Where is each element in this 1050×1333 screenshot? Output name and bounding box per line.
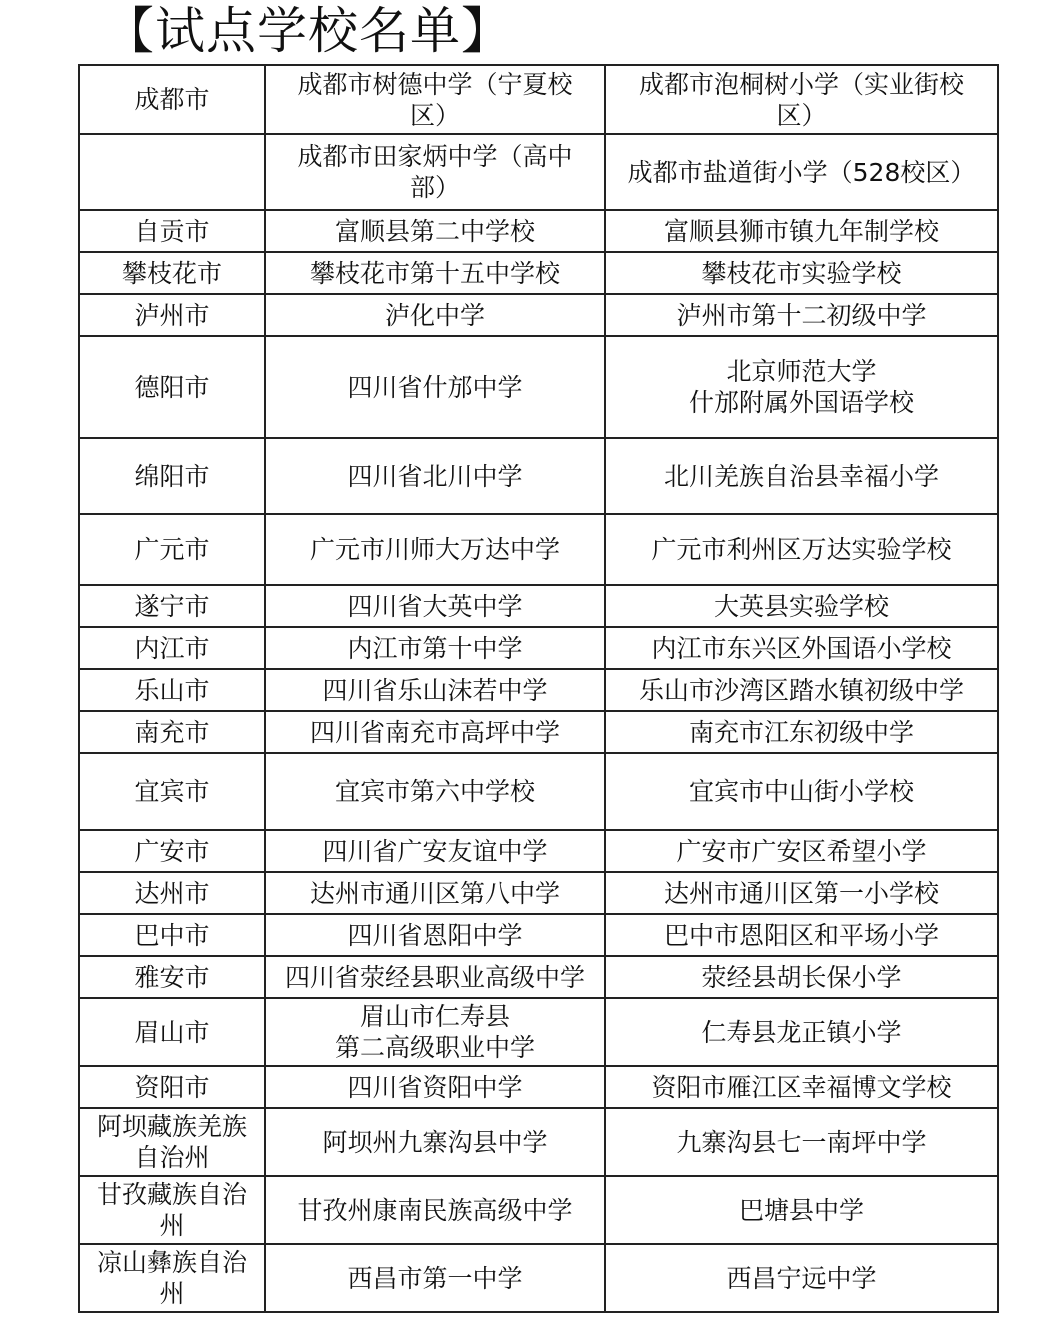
city-cell bbox=[79, 1108, 265, 1176]
city-name: 雅安市 bbox=[134, 962, 210, 992]
city-cell bbox=[79, 998, 265, 1066]
school-cell bbox=[605, 998, 998, 1066]
school-cell bbox=[605, 914, 998, 956]
school-name: 泸化中学 bbox=[384, 300, 485, 330]
table-row bbox=[79, 669, 998, 711]
city-cell bbox=[79, 134, 265, 210]
city-name: 攀枝花市 bbox=[121, 258, 222, 288]
school-cell bbox=[605, 65, 998, 134]
school-cell bbox=[265, 998, 605, 1066]
city-cell bbox=[79, 711, 265, 753]
city-name: 成都市 bbox=[134, 85, 210, 114]
school-name: 成都市盐道街小学（528校区） bbox=[627, 157, 976, 187]
school-name: 眉山市仁寿县 第二高级职业中学 bbox=[334, 1002, 535, 1062]
table-row bbox=[79, 585, 998, 627]
school-cell bbox=[605, 830, 998, 872]
city-cell bbox=[79, 830, 265, 872]
school-name: 西昌宁远中学 bbox=[726, 1263, 877, 1293]
table-row bbox=[79, 514, 998, 585]
school-name: 南充市江东初级中学 bbox=[688, 717, 914, 747]
city-cell bbox=[79, 956, 265, 998]
school-cell bbox=[605, 210, 998, 252]
school-name: 四川省广安友谊中学 bbox=[322, 836, 548, 866]
school-name: 四川省恩阳中学 bbox=[347, 920, 523, 950]
school-name: 四川省荥经县职业高级中学 bbox=[284, 962, 585, 992]
school-cell bbox=[265, 1108, 605, 1176]
city-name: 巴中市 bbox=[134, 920, 210, 950]
school-cell bbox=[265, 1066, 605, 1108]
school-cell bbox=[605, 872, 998, 914]
table-row bbox=[79, 1066, 998, 1108]
school-cell bbox=[605, 1244, 998, 1312]
city-name: 南充市 bbox=[134, 717, 210, 747]
school-name: 巴中市恩阳区和平场小学 bbox=[663, 920, 939, 950]
table-row bbox=[79, 134, 998, 210]
school-name: 巴塘县中学 bbox=[738, 1195, 864, 1225]
table-row bbox=[79, 336, 998, 438]
school-name: 西昌市第一中学 bbox=[347, 1263, 523, 1293]
school-cell bbox=[265, 65, 605, 134]
school-cell bbox=[265, 438, 605, 514]
city-name: 资阳市 bbox=[134, 1072, 210, 1102]
school-name: 甘孜州康南民族高级中学 bbox=[297, 1195, 573, 1225]
school-cell bbox=[605, 1176, 998, 1244]
school-name: 四川省资阳中学 bbox=[347, 1072, 523, 1102]
school-cell bbox=[605, 294, 998, 336]
school-cell bbox=[605, 336, 998, 438]
school-cell bbox=[265, 711, 605, 753]
city-name: 广安市 bbox=[134, 836, 210, 866]
table-row bbox=[79, 65, 998, 134]
city-cell bbox=[79, 627, 265, 669]
school-cell bbox=[605, 134, 998, 210]
school-cell bbox=[265, 914, 605, 956]
city-name: 内江市 bbox=[134, 633, 210, 663]
city-cell bbox=[79, 210, 265, 252]
school-cell bbox=[605, 585, 998, 627]
city-cell bbox=[79, 669, 265, 711]
table-row bbox=[79, 711, 998, 753]
school-cell bbox=[605, 252, 998, 294]
school-cell bbox=[605, 627, 998, 669]
school-cell bbox=[605, 1108, 998, 1176]
school-name: 宜宾市中山街小学校 bbox=[688, 777, 914, 806]
table-row bbox=[79, 1244, 998, 1312]
city-name: 自贡市 bbox=[134, 216, 210, 246]
table-row bbox=[79, 438, 998, 514]
school-name: 达州市通川区第一小学校 bbox=[663, 878, 939, 908]
school-cell bbox=[605, 1066, 998, 1108]
school-cell bbox=[265, 336, 605, 438]
school-cell bbox=[605, 438, 998, 514]
table-row bbox=[79, 872, 998, 914]
city-name: 绵阳市 bbox=[134, 461, 210, 491]
city-cell bbox=[79, 514, 265, 585]
school-name: 乐山市沙湾区踏水镇初级中学 bbox=[638, 675, 964, 705]
city-name: 眉山市 bbox=[134, 1017, 210, 1047]
school-cell bbox=[265, 585, 605, 627]
pilot-school-table bbox=[78, 64, 999, 1313]
school-name: 富顺县狮市镇九年制学校 bbox=[663, 216, 939, 246]
school-cell bbox=[265, 669, 605, 711]
school-name: 成都市泡桐树小学（实业街校 区） bbox=[638, 69, 964, 130]
school-name: 北川羌族自治县幸福小学 bbox=[663, 461, 939, 491]
table-row bbox=[79, 1176, 998, 1244]
school-cell bbox=[605, 956, 998, 998]
school-name: 荥经县胡长保小学 bbox=[701, 962, 902, 992]
school-cell bbox=[265, 872, 605, 914]
city-name: 德阳市 bbox=[134, 372, 210, 402]
school-name: 四川省什邡中学 bbox=[347, 372, 523, 402]
table-row bbox=[79, 294, 998, 336]
city-cell bbox=[79, 438, 265, 514]
school-cell bbox=[605, 753, 998, 830]
school-cell bbox=[265, 294, 605, 336]
city-name: 阿坝藏族羌族 自治州 bbox=[96, 1112, 247, 1172]
city-name: 达州市 bbox=[134, 878, 210, 908]
school-cell bbox=[265, 830, 605, 872]
table-row bbox=[79, 956, 998, 998]
school-cell bbox=[265, 956, 605, 998]
school-cell bbox=[605, 711, 998, 753]
city-name: 甘孜藏族自治 州 bbox=[96, 1180, 247, 1240]
city-name: 乐山市 bbox=[134, 675, 210, 705]
school-cell bbox=[265, 514, 605, 585]
school-name: 攀枝花市实验学校 bbox=[701, 258, 902, 288]
school-name: 大英县实验学校 bbox=[713, 591, 889, 621]
school-name: 资阳市雁江区幸福博文学校 bbox=[651, 1072, 952, 1102]
city-cell bbox=[79, 65, 265, 134]
school-name: 仁寿县龙正镇小学 bbox=[701, 1017, 902, 1047]
school-cell bbox=[265, 210, 605, 252]
city-cell bbox=[79, 1066, 265, 1108]
table-row bbox=[79, 914, 998, 956]
table-row bbox=[79, 210, 998, 252]
school-name: 达州市通川区第八中学 bbox=[309, 878, 560, 908]
city-cell bbox=[79, 753, 265, 830]
school-cell bbox=[265, 627, 605, 669]
city-name: 凉山彝族自治 州 bbox=[96, 1248, 247, 1308]
school-name: 内江市东兴区外国语小学校 bbox=[651, 633, 952, 663]
city-cell bbox=[79, 1244, 265, 1312]
table-row bbox=[79, 1108, 998, 1176]
school-cell bbox=[265, 1244, 605, 1312]
city-cell bbox=[79, 294, 265, 336]
school-name: 广元市川师大万达中学 bbox=[309, 535, 560, 564]
school-name: 成都市树德中学（宁夏校 区） bbox=[297, 69, 573, 130]
city-cell bbox=[79, 336, 265, 438]
school-name: 内江市第十中学 bbox=[347, 633, 523, 663]
city-cell bbox=[79, 585, 265, 627]
school-cell bbox=[265, 753, 605, 830]
city-name: 广元市 bbox=[134, 535, 210, 564]
city-name: 泸州市 bbox=[134, 300, 210, 330]
table-row bbox=[79, 998, 998, 1066]
school-cell bbox=[265, 1176, 605, 1244]
school-cell bbox=[265, 252, 605, 294]
table-row bbox=[79, 252, 998, 294]
table-row bbox=[79, 830, 998, 872]
school-name: 阿坝州九寨沟县中学 bbox=[322, 1127, 548, 1157]
school-name: 四川省大英中学 bbox=[347, 591, 523, 621]
school-name: 泸州市第十二初级中学 bbox=[676, 300, 927, 330]
city-name: 宜宾市 bbox=[134, 777, 210, 806]
school-name: 四川省乐山沫若中学 bbox=[322, 675, 548, 705]
school-name: 四川省北川中学 bbox=[347, 461, 523, 491]
city-name: 遂宁市 bbox=[134, 591, 210, 621]
school-name: 攀枝花市第十五中学校 bbox=[309, 258, 560, 288]
school-name: 富顺县第二中学校 bbox=[334, 216, 535, 246]
school-name: 广元市利州区万达实验学校 bbox=[651, 535, 952, 564]
school-cell bbox=[605, 514, 998, 585]
school-name: 宜宾市第六中学校 bbox=[334, 777, 535, 806]
page-title: 【试点学校名单】 bbox=[104, 2, 512, 60]
city-cell bbox=[79, 872, 265, 914]
table-row bbox=[79, 753, 998, 830]
school-name: 成都市田家炳中学（高中 部） bbox=[297, 142, 573, 202]
school-name: 四川省南充市高坪中学 bbox=[309, 717, 560, 747]
school-name: 北京师范大学 什邡附属外国语学校 bbox=[688, 357, 914, 417]
school-name: 九寨沟县七一南坪中学 bbox=[676, 1127, 927, 1157]
city-cell bbox=[79, 1176, 265, 1244]
table-row bbox=[79, 627, 998, 669]
city-cell bbox=[79, 252, 265, 294]
city-cell bbox=[79, 914, 265, 956]
school-name: 广安市广安区希望小学 bbox=[676, 836, 927, 866]
school-cell bbox=[265, 134, 605, 210]
school-cell bbox=[605, 669, 998, 711]
